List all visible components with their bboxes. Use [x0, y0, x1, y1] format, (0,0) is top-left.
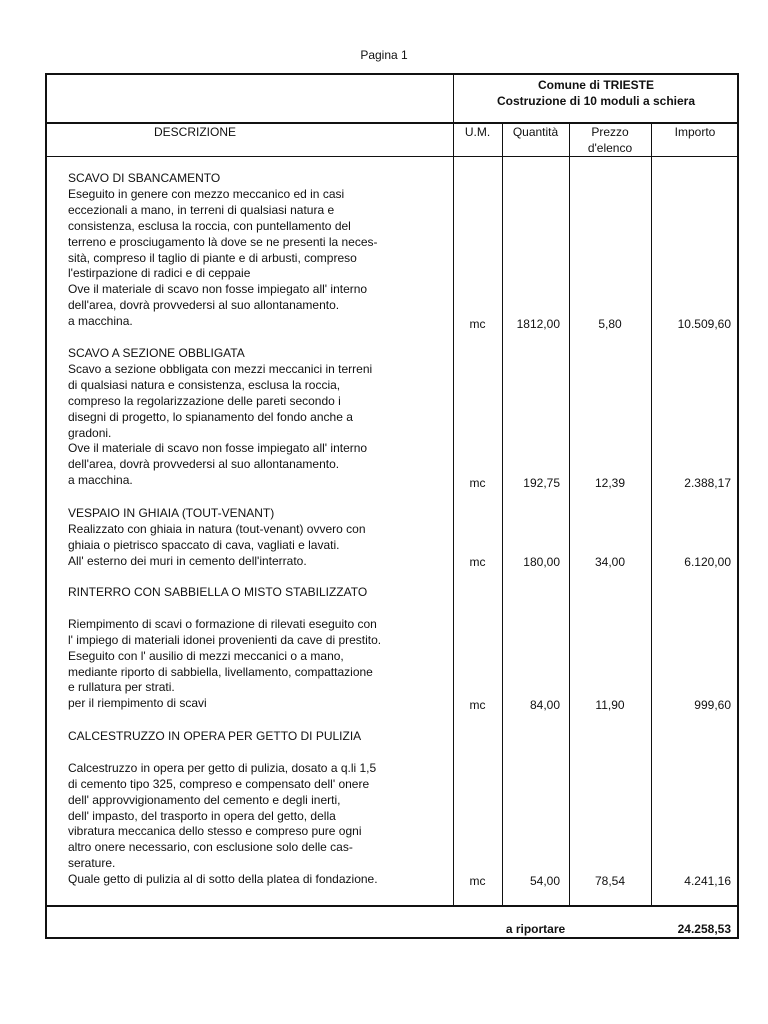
- item-line: Calcestruzzo in opera per getto di pulizia, dosato a q.li 1,5: [68, 760, 377, 775]
- item-quantita: 54,00: [529, 874, 560, 888]
- header-comune: Comune di TRIESTE: [537, 78, 654, 92]
- item-line: gradoni.: [68, 425, 112, 440]
- col-divider-um: [453, 123, 454, 906]
- column-header-prezzo: Prezzo: [591, 125, 629, 139]
- col-divider-quantita: [502, 123, 503, 906]
- item-title: CALCESTRUZZO IN OPERA PER GETTO DI PULIZIA: [68, 729, 362, 743]
- item-line: e rullatura per strati.: [68, 680, 175, 695]
- item-importo: 6.120,00: [684, 555, 731, 569]
- item-quantita: 1812,00: [516, 317, 560, 331]
- item-line: altro onere necessario, con esclusione solo delle cas-: [68, 840, 353, 855]
- item-line: consistenza, esclusa la roccia, con puntellamento del: [68, 218, 351, 233]
- item-line: Quale getto di pulizia al di sotto della platea di fondazione.: [68, 872, 378, 887]
- item-title: SCAVO DI SBANCAMENTO: [68, 171, 221, 185]
- item-quantita: 192,75: [523, 476, 560, 490]
- item-line: Ove il materiale di scavo non fosse impiegato all' interno: [68, 441, 368, 456]
- item-um: mc: [469, 874, 486, 888]
- item-block: [68, 506, 448, 570]
- item-line: mediante riporto di sabbiella, livellamento, compattazione: [68, 664, 373, 679]
- item-um: mc: [469, 317, 486, 331]
- item-line: terreno e prosciugamento là dove se ne presenti la neces-: [68, 234, 378, 249]
- item-line: per il riempimento di scavi: [68, 696, 207, 711]
- item-block: [68, 729, 448, 888]
- item-line: Riempimento di scavi o formazione di rilevati eseguito con: [68, 616, 377, 631]
- item-um: mc: [469, 555, 486, 569]
- item-importo: 10.509,60: [677, 317, 731, 331]
- item-line: sità, compreso il taglio di piante e di arbusti, compreso: [68, 250, 357, 265]
- col-divider-prezzo: [569, 123, 570, 906]
- item-line: Ove il materiale di scavo non fosse impiegato all' interno: [68, 282, 368, 297]
- column-header-quantita: Quantità: [512, 125, 559, 139]
- item-line: disegni di progetto, lo spianamento del fondo anche a: [68, 409, 353, 424]
- item-line: ghiaia o pietrisco spaccato di cava, vagliati e lavati.: [68, 537, 340, 552]
- item-importo: 4.241,16: [684, 874, 731, 888]
- item-line: Eseguito con l' ausilio di mezzi meccanici o a mano,: [68, 648, 344, 663]
- item-line: dell' approvvigionamento del cemento e degli inerti,: [68, 792, 341, 807]
- item-quantita: 84,00: [529, 698, 560, 712]
- item-importo: 2.388,17: [684, 476, 731, 490]
- item-line: serature.: [68, 856, 116, 871]
- column-header-importo: Importo: [674, 125, 716, 139]
- item-title: VESPAIO IN GHIAIA (TOUT-VENANT): [68, 506, 275, 520]
- item-line: vibratura meccanica dello stesso e compreso pure ogni: [68, 824, 362, 839]
- item-line: [68, 601, 448, 617]
- page-label: Pagina 1: [360, 48, 408, 62]
- column-header-rule: [45, 156, 739, 157]
- item-prezzo: 12,39: [594, 476, 626, 490]
- item-um: mc: [469, 698, 486, 712]
- item-prezzo: 5,80: [598, 317, 622, 331]
- item-line: a macchina.: [68, 314, 133, 329]
- item-importo: 999,60: [694, 698, 731, 712]
- item-line: Eseguito in genere con mezzo meccanico ed in casi: [68, 186, 345, 201]
- item-line: dell'area, dovrà provvedersi al suo allontanamento.: [68, 457, 340, 472]
- item-title: RINTERRO CON SABBIELLA O MISTO STABILIZZATO: [68, 585, 368, 599]
- item-line: eccezionali a mano, in terreni di qualsiasi natura e: [68, 202, 335, 217]
- item-line: dell' impasto, del trasporto in opera del getto, della: [68, 808, 336, 823]
- item-prezzo: 78,54: [594, 874, 626, 888]
- item-prezzo: 34,00: [594, 555, 626, 569]
- column-header-descrizione: DESCRIZIONE: [153, 125, 236, 139]
- column-header-um: U.M.: [464, 125, 491, 139]
- item-line: All' esterno dei muri in cemento dell'interrato.: [68, 553, 307, 568]
- footer-label: a riportare: [505, 922, 566, 936]
- body-bottom-rule: [45, 905, 739, 907]
- item-line: Scavo a sezione obbligata con mezzi meccanici in terreni: [68, 361, 373, 376]
- item-prezzo: 11,90: [595, 698, 625, 712]
- item-line: di cemento tipo 325, compreso e compensato dell' onere: [68, 776, 370, 791]
- item-block: [68, 346, 448, 489]
- item-line: di qualsiasi natura e consistenza, esclusa la roccia,: [68, 377, 341, 392]
- item-line: l' impiego di materiali idonei provenienti da cave di prestito.: [68, 632, 382, 647]
- column-header-prezzo-line2: d'elenco: [587, 141, 633, 155]
- item-line: dell'area, dovrà provvedersi al suo allontanamento.: [68, 298, 340, 313]
- col-divider-importo: [651, 123, 652, 906]
- item-line: [68, 745, 448, 761]
- item-block: [68, 585, 448, 712]
- item-line: compreso la regolarizzazione delle pareti secondo i: [68, 393, 341, 408]
- item-block: [68, 171, 448, 330]
- header-progetto: Costruzione di 10 moduli a schiera: [496, 94, 696, 108]
- item-title: SCAVO A SEZIONE OBBLIGATA: [68, 346, 245, 360]
- item-um: mc: [469, 476, 486, 490]
- item-line: l'estirpazione di radici e di ceppaie: [68, 266, 251, 281]
- item-line: Realizzato con ghiaia in natura (tout-venant) ovvero con: [68, 521, 366, 536]
- item-line: a macchina.: [68, 473, 133, 488]
- item-quantita: 180,00: [523, 555, 560, 569]
- footer-total: 24.258,53: [677, 922, 731, 936]
